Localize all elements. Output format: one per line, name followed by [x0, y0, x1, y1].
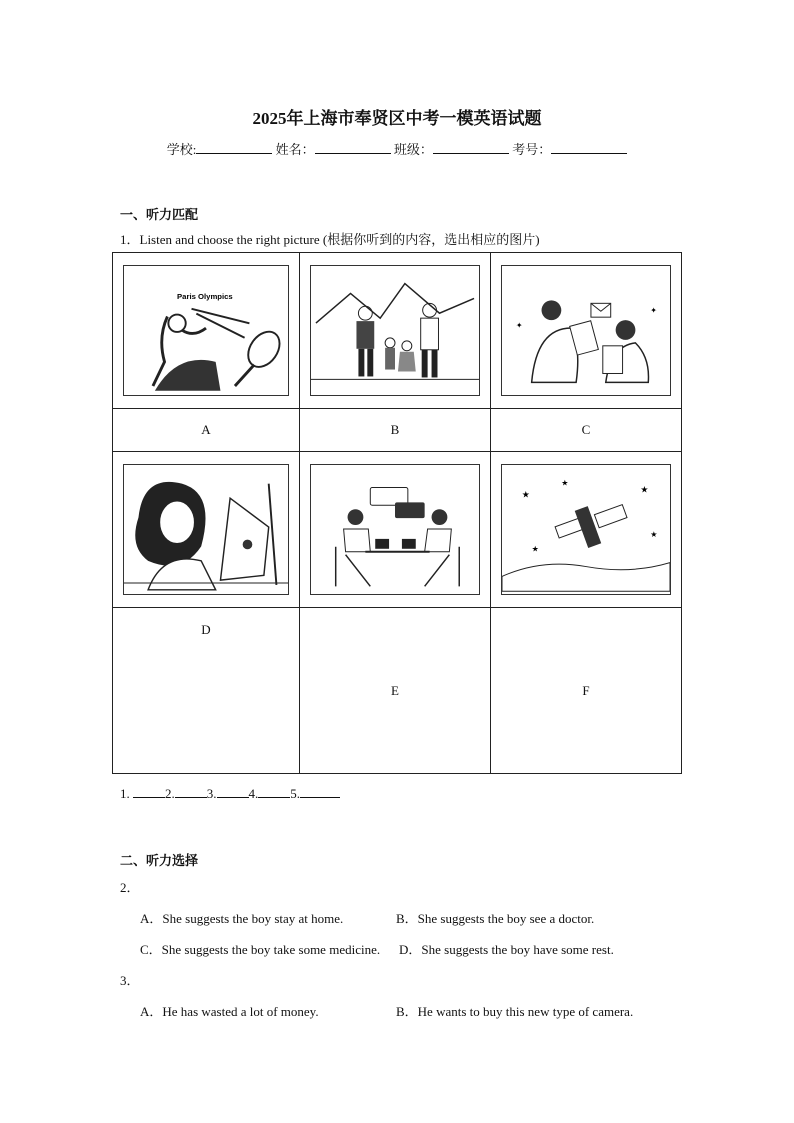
picture-e-online-meeting — [310, 464, 480, 595]
school-blank[interactable] — [196, 141, 272, 154]
page-title: 2025年上海市奉贤区中考一模英语试题 — [252, 109, 542, 128]
label-b: B — [300, 409, 491, 452]
picture-a-tennis-player — [123, 265, 289, 396]
svg-text:★: ★ — [650, 529, 658, 539]
section-2-heading: 二、听力选择 — [120, 853, 199, 868]
svg-text:★: ★ — [561, 478, 569, 488]
label-e: E — [300, 608, 491, 774]
svg-text:★: ★ — [640, 484, 649, 495]
answer-blank-5[interactable] — [300, 786, 340, 798]
svg-text:✦: ✦ — [515, 321, 523, 331]
answer-blank-4[interactable] — [258, 786, 290, 798]
q2-option-d[interactable]: D．She suggests the boy have some rest. — [399, 942, 614, 957]
question-1-prompt: 1．Listen and choose the right picture (根据你听到的内容，选出相应的图片) — [120, 232, 540, 247]
picture-c-women-letters — [501, 265, 671, 396]
picture-grid — [112, 252, 682, 774]
picture-a-cell — [113, 253, 300, 409]
q3-option-a[interactable]: A．He has wasted a lot of money. — [140, 1004, 319, 1019]
q2-option-a[interactable]: A．She suggests the boy stay at home. — [140, 911, 344, 926]
label-a: A — [113, 409, 300, 452]
picture-f-space-station — [501, 464, 671, 595]
label-f: F — [491, 608, 682, 774]
section-1-heading: 一、听力匹配 — [120, 207, 199, 222]
answer-blank-2[interactable] — [175, 786, 207, 798]
picture-d-cell — [113, 452, 300, 608]
svg-text:★: ★ — [531, 544, 539, 554]
name-label: 姓名： — [275, 142, 315, 157]
answer-lines: 1. 2. 3. 4. 5. — [120, 786, 340, 802]
question-2-number: 2． — [120, 880, 140, 895]
name-blank[interactable] — [315, 141, 391, 154]
picture-d-girl-painting — [123, 464, 289, 595]
class-blank[interactable] — [433, 141, 509, 154]
school-label: 学校: — [166, 142, 197, 157]
number-blank[interactable] — [551, 141, 627, 154]
answer-blank-1[interactable] — [133, 786, 165, 798]
number-label: 考号： — [512, 142, 552, 157]
question-3-number: 3． — [120, 973, 140, 988]
q2-option-b[interactable]: B．She suggests the boy see a doctor. — [396, 911, 595, 926]
picture-c-cell — [491, 253, 682, 409]
picture-b-family-hiking — [310, 265, 480, 396]
picture-e-cell — [300, 452, 491, 608]
label-d: D — [201, 622, 211, 637]
q3-option-b[interactable]: B．He wants to buy this new type of camera. — [396, 1004, 634, 1019]
class-label: 班级： — [393, 142, 433, 157]
answer-blank-3[interactable] — [217, 786, 249, 798]
label-d-cell — [113, 608, 300, 774]
svg-text:★: ★ — [521, 489, 530, 500]
label-c: C — [491, 409, 682, 452]
picture-b-cell — [300, 253, 491, 409]
q2-option-c[interactable]: C．She suggests the boy take some medicine. — [140, 942, 381, 957]
svg-text:✦: ✦ — [650, 306, 657, 316]
student-info-row — [0, 139, 794, 158]
picture-f-cell — [491, 452, 682, 608]
picture-a-caption: Paris Olympics — [177, 292, 233, 302]
